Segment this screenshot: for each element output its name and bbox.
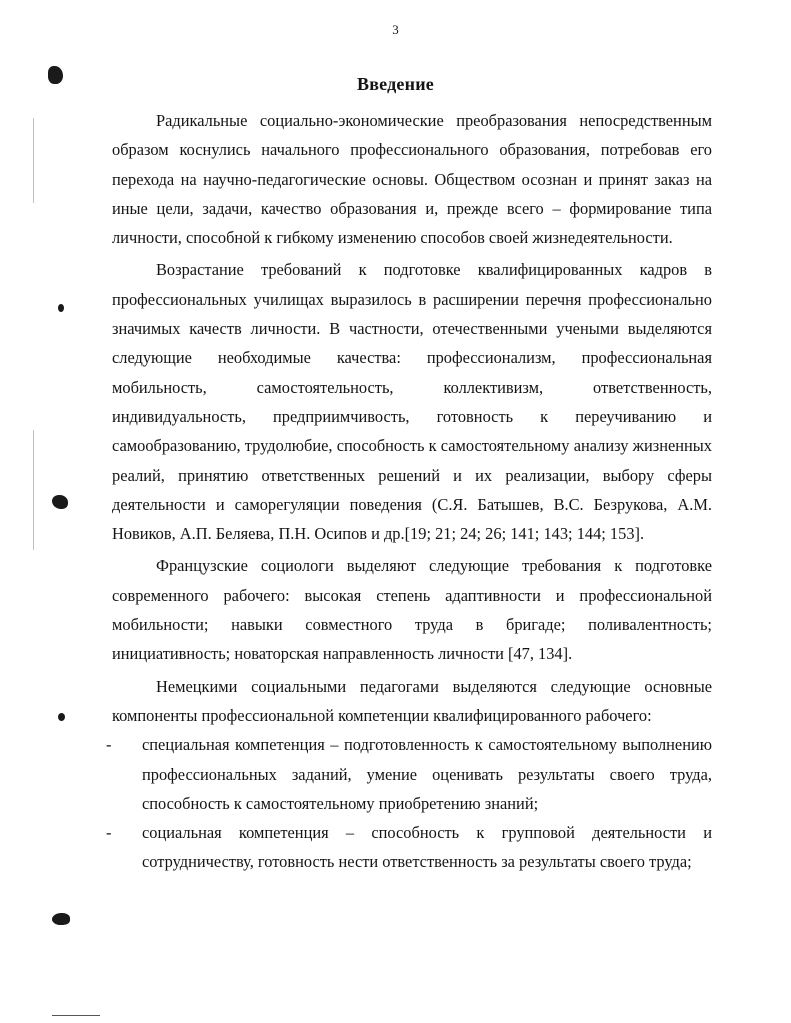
bullet-dash: - (106, 735, 112, 755)
competence-list (106, 730, 712, 876)
page-number: 3 (392, 22, 399, 37)
footnote-rule (52, 1015, 100, 1016)
list-item-text: социальная компетенция – способность к групповой деятельности и сотрудничеству, готовность нести ответственность за результаты своего труда; (142, 823, 712, 872)
ink-blot (52, 913, 70, 925)
body-text (106, 106, 712, 877)
ink-speck (58, 713, 65, 721)
paragraph-4: Немецкими социальными педагогами выделяются следующие основные компоненты профессиональной компетенции квалифицированного рабочего: (112, 676, 712, 725)
ink-speck (58, 304, 64, 312)
paragraph-2: Возрастание требований к подготовке квалифицированных кадров в профессиональных училищах выразилось в расширении перечня профессионально значимых качеств личности. В частности, отечественными учеными выделяются следующие необходимые качества: профессионализм, профессиональная мобильность, самостоятельность, коллективизм, ответственность, индивидуальность, предприимчивость, готовность к переучиванию и самообразованию, трудолюбие, способность к самостоятельному анализу жизненных реалий, принятию ответственных решений и их реализации, выбору сферы деятельности и саморегуляции поведения (С.Я. Батышев, В.С. Безрукова, А.М. Новиков, А.П. Беляева, П.Н. Осипов и др.[19; 21; 24; 26; 141; 143; 144; 153]. (112, 260, 712, 544)
section-heading: Введение (357, 74, 434, 94)
paragraph-3: Французские социологи выделяют следующие требования к подготовке современного рабочего: высокая степень адаптивности и профессиональной мобильности; навыки совместного труда в бригаде; поливалентность; инициативность; новаторская направленность личности [47, 134]. (112, 556, 712, 664)
list-item (106, 730, 712, 818)
paragraph-1: Радикальные социально-экономические преобразования непосредственным образом коснулись начального профессионального образования, потребовав его перехода на научно-педагогические основы. Обществом осознан и принят заказ на иные цели, задачи, качество образования и, прежде всего – формирование типа личности, способной к гибкому изменению способов своей жизнедеятельности. (112, 111, 712, 248)
bullet-dash: - (106, 823, 112, 843)
ink-blot (52, 495, 68, 509)
scan-margin-line (33, 118, 34, 203)
list-item (106, 818, 712, 877)
scan-margin-line (33, 430, 34, 550)
ink-blot (48, 66, 63, 84)
list-item-text: специальная компетенция – подготовленность к самостоятельному выполнению профессиональных заданий, умение оценивать результаты своего труда, способность к самостоятельному приобретению знаний; (142, 735, 712, 813)
